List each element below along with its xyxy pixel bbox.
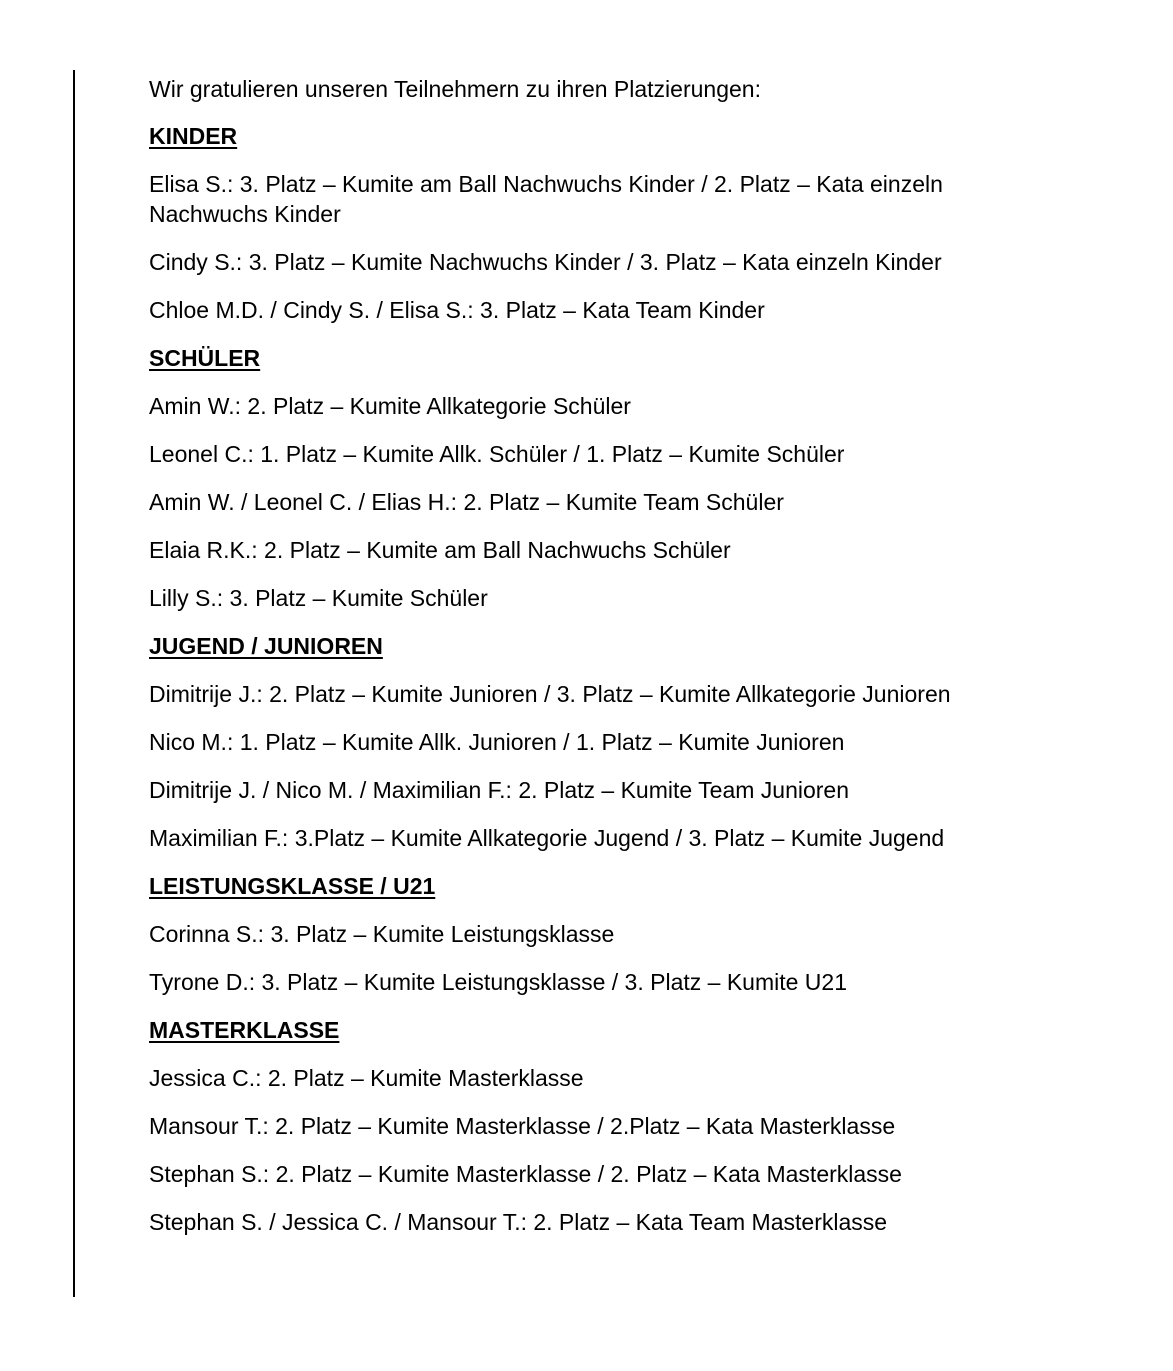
section-jugend-junioren	[149, 631, 1049, 853]
result-entry: Chloe M.D. / Cindy S. / Elisa S.: 3. Platz – Kata Team Kinder	[149, 297, 765, 323]
result-entry: Dimitrije J. / Nico M. / Maximilian F.: 2. Platz – Kumite Team Junioren	[149, 777, 850, 803]
section-title: SCHÜLER	[149, 345, 261, 371]
result-entry: Leonel C.: 1. Platz – Kumite Allk. Schüler / 1. Platz – Kumite Schüler	[149, 441, 845, 467]
result-entry: Nico M.: 1. Platz – Kumite Allk. Junioren / 1. Platz – Kumite Junioren	[149, 729, 845, 755]
section-schueler	[149, 343, 1049, 613]
result-entry: Lilly S.: 3. Platz – Kumite Schüler	[149, 585, 488, 611]
result-entry: Corinna S.: 3. Platz – Kumite Leistungsklasse	[149, 921, 615, 947]
result-entry: Tyrone D.: 3. Platz – Kumite Leistungsklasse / 3. Platz – Kumite U21	[149, 969, 847, 995]
section-title: MASTERKLASSE	[149, 1017, 340, 1043]
result-entry: Mansour T.: 2. Platz – Kumite Masterklasse / 2.Platz – Kata Masterklasse	[149, 1113, 896, 1139]
section-leistungsklasse-u21	[149, 871, 1049, 997]
intro-text: Wir gratulieren unseren Teilnehmern zu ihren Platzierungen:	[149, 76, 761, 102]
result-entry: Dimitrije J.: 2. Platz – Kumite Junioren / 3. Platz – Kumite Allkategorie Junioren	[149, 681, 951, 707]
result-entry: Cindy S.: 3. Platz – Kumite Nachwuchs Kinder / 3. Platz – Kata einzeln Kinder	[149, 249, 942, 275]
section-kinder	[149, 121, 1049, 325]
document-body	[149, 74, 1049, 1255]
result-entry: Jessica C.: 2. Platz – Kumite Masterklasse	[149, 1065, 584, 1091]
result-entry: Elaia R.K.: 2. Platz – Kumite am Ball Nachwuchs Schüler	[149, 537, 731, 563]
result-entry: Amin W. / Leonel C. / Elias H.: 2. Platz – Kumite Team Schüler	[149, 489, 784, 515]
result-entry: Amin W.: 2. Platz – Kumite Allkategorie Schüler	[149, 393, 631, 419]
result-entry: Stephan S. / Jessica C. / Mansour T.: 2. Platz – Kata Team Masterklasse	[149, 1209, 888, 1235]
section-title: KINDER	[149, 123, 238, 149]
result-entry: Elisa S.: 3. Platz – Kumite am Ball Nachwuchs Kinder / 2. Platz – Kata einzeln Nachwuchs Kinder	[149, 171, 943, 227]
left-margin-rule	[73, 70, 75, 1297]
result-entry: Maximilian F.: 3.Platz – Kumite Allkategorie Jugend / 3. Platz – Kumite Jugend	[149, 825, 945, 851]
section-masterklasse	[149, 1015, 1049, 1237]
result-entry: Stephan S.: 2. Platz – Kumite Masterklasse / 2. Platz – Kata Masterklasse	[149, 1161, 902, 1187]
section-title: LEISTUNGSKLASSE / U21	[149, 873, 436, 899]
section-title: JUGEND / JUNIOREN	[149, 633, 383, 659]
